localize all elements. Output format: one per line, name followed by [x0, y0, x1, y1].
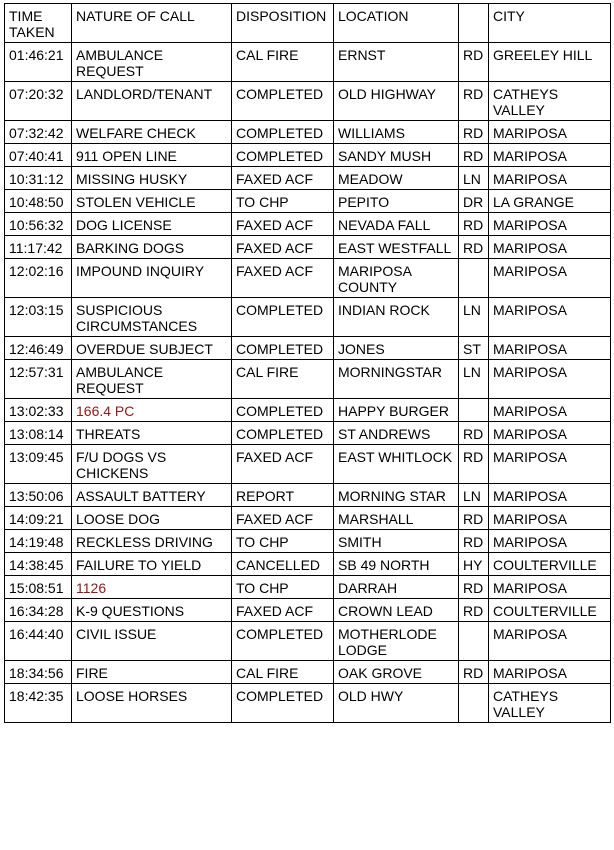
header-nature-of-call: NATURE OF CALL [72, 4, 232, 43]
disposition-cell: COMPLETED [232, 121, 334, 144]
city-cell: MARIPOSA [489, 167, 611, 190]
disposition-cell: COMPLETED [232, 422, 334, 445]
time-cell: 14:09:21 [5, 507, 72, 530]
city-cell: MARIPOSA [489, 121, 611, 144]
time-cell: 12:03:15 [5, 298, 72, 337]
location-cell: MEADOW [334, 167, 459, 190]
suffix-cell: LN [459, 298, 489, 337]
disposition-cell: COMPLETED [232, 82, 334, 121]
table-row [5, 422, 611, 445]
location-cell: ST ANDREWS [334, 422, 459, 445]
table-row [5, 121, 611, 144]
location-cell: MORNING STAR [334, 484, 459, 507]
location-cell: ERNST [334, 43, 459, 82]
location-cell: SB 49 NORTH [334, 553, 459, 576]
nature-cell: DOG LICENSE [72, 213, 232, 236]
nature-cell: LANDLORD/TENANT [72, 82, 232, 121]
suffix-cell: RD [459, 507, 489, 530]
header-city: CITY [489, 4, 611, 43]
time-cell: 07:40:41 [5, 144, 72, 167]
city-cell: COULTERVILLE [489, 553, 611, 576]
table-row [5, 213, 611, 236]
suffix-cell [459, 622, 489, 661]
disposition-cell: FAXED ACF [232, 213, 334, 236]
time-cell: 07:20:32 [5, 82, 72, 121]
suffix-cell: HY [459, 553, 489, 576]
city-cell: MARIPOSA [489, 622, 611, 661]
location-cell: NEVADA FALL [334, 213, 459, 236]
table-row [5, 661, 611, 684]
disposition-cell: COMPLETED [232, 399, 334, 422]
disposition-cell: CAL FIRE [232, 661, 334, 684]
table-row [5, 144, 611, 167]
location-cell: SANDY MUSH [334, 144, 459, 167]
disposition-cell: COMPLETED [232, 144, 334, 167]
table-row [5, 360, 611, 399]
header-street-suffix [459, 4, 489, 43]
suffix-cell: RD [459, 445, 489, 484]
table-row [5, 190, 611, 213]
nature-cell: THREATS [72, 422, 232, 445]
suffix-cell: RD [459, 236, 489, 259]
location-cell: JONES [334, 337, 459, 360]
city-cell: MARIPOSA [489, 259, 611, 298]
nature-cell: LOOSE HORSES [72, 684, 232, 723]
nature-cell: SUSPICIOUS CIRCUMSTANCES [72, 298, 232, 337]
city-cell: MARIPOSA [489, 576, 611, 599]
nature-cell: RECKLESS DRIVING [72, 530, 232, 553]
city-cell: MARIPOSA [489, 213, 611, 236]
nature-cell: 166.4 PC [72, 399, 232, 422]
suffix-cell: RD [459, 599, 489, 622]
location-cell: SMITH [334, 530, 459, 553]
city-cell: MARIPOSA [489, 360, 611, 399]
disposition-cell: TO CHP [232, 190, 334, 213]
city-cell: MARIPOSA [489, 530, 611, 553]
suffix-cell: RD [459, 661, 489, 684]
table-row [5, 599, 611, 622]
table-row [5, 684, 611, 723]
time-cell: 14:19:48 [5, 530, 72, 553]
suffix-cell: RD [459, 82, 489, 121]
nature-cell: AMBULANCE REQUEST [72, 43, 232, 82]
time-cell: 11:17:42 [5, 236, 72, 259]
time-cell: 10:56:32 [5, 213, 72, 236]
call-log-table [4, 3, 611, 723]
nature-cell: FIRE [72, 661, 232, 684]
city-cell: MARIPOSA [489, 484, 611, 507]
suffix-cell: RD [459, 213, 489, 236]
location-cell: MOTHERLODE LODGE [334, 622, 459, 661]
table-row [5, 399, 611, 422]
table-row [5, 484, 611, 507]
time-cell: 13:02:33 [5, 399, 72, 422]
time-cell: 14:38:45 [5, 553, 72, 576]
disposition-cell: COMPLETED [232, 622, 334, 661]
location-cell: EAST WHITLOCK [334, 445, 459, 484]
nature-cell: IMPOUND INQUIRY [72, 259, 232, 298]
city-cell: MARIPOSA [489, 445, 611, 484]
suffix-cell: DR [459, 190, 489, 213]
time-cell: 13:50:06 [5, 484, 72, 507]
disposition-cell: FAXED ACF [232, 507, 334, 530]
disposition-cell: REPORT [232, 484, 334, 507]
suffix-cell: RD [459, 43, 489, 82]
nature-cell: OVERDUE SUBJECT [72, 337, 232, 360]
city-cell: COULTERVILLE [489, 599, 611, 622]
disposition-cell: COMPLETED [232, 337, 334, 360]
city-cell: MARIPOSA [489, 422, 611, 445]
table-row [5, 530, 611, 553]
disposition-cell: CANCELLED [232, 553, 334, 576]
location-cell: EAST WESTFALL [334, 236, 459, 259]
disposition-cell: FAXED ACF [232, 167, 334, 190]
city-cell: MARIPOSA [489, 507, 611, 530]
time-cell: 18:34:56 [5, 661, 72, 684]
suffix-cell: LN [459, 360, 489, 399]
nature-cell: ASSAULT BATTERY [72, 484, 232, 507]
nature-cell: MISSING HUSKY [72, 167, 232, 190]
time-cell: 12:02:16 [5, 259, 72, 298]
disposition-cell: TO CHP [232, 576, 334, 599]
disposition-cell: CAL FIRE [232, 43, 334, 82]
city-cell: CATHEYS VALLEY [489, 684, 611, 723]
disposition-cell: COMPLETED [232, 298, 334, 337]
nature-cell: 1126 [72, 576, 232, 599]
table-row [5, 236, 611, 259]
location-cell: INDIAN ROCK [334, 298, 459, 337]
header-time-taken: TIME TAKEN [5, 4, 72, 43]
city-cell: CATHEYS VALLEY [489, 82, 611, 121]
table-row [5, 298, 611, 337]
location-cell: OLD HWY [334, 684, 459, 723]
table-row [5, 622, 611, 661]
table-row [5, 553, 611, 576]
nature-cell: F/U DOGS VS CHICKENS [72, 445, 232, 484]
time-cell: 13:09:45 [5, 445, 72, 484]
nature-cell: AMBULANCE REQUEST [72, 360, 232, 399]
header-location: LOCATION [334, 4, 459, 43]
time-cell: 12:46:49 [5, 337, 72, 360]
location-cell: OAK GROVE [334, 661, 459, 684]
suffix-cell: RD [459, 422, 489, 445]
city-cell: MARIPOSA [489, 298, 611, 337]
nature-cell: STOLEN VEHICLE [72, 190, 232, 213]
header-disposition: DISPOSITION [232, 4, 334, 43]
suffix-cell: RD [459, 144, 489, 167]
disposition-cell: FAXED ACF [232, 599, 334, 622]
time-cell: 13:08:14 [5, 422, 72, 445]
suffix-cell: LN [459, 484, 489, 507]
suffix-cell: LN [459, 167, 489, 190]
location-cell: WILLIAMS [334, 121, 459, 144]
table-row [5, 43, 611, 82]
disposition-cell: CAL FIRE [232, 360, 334, 399]
disposition-cell: FAXED ACF [232, 236, 334, 259]
time-cell: 12:57:31 [5, 360, 72, 399]
time-cell: 10:31:12 [5, 167, 72, 190]
time-cell: 01:46:21 [5, 43, 72, 82]
location-cell: HAPPY BURGER [334, 399, 459, 422]
table-row [5, 259, 611, 298]
time-cell: 16:44:40 [5, 622, 72, 661]
location-cell: MARIPOSA COUNTY [334, 259, 459, 298]
suffix-cell [459, 259, 489, 298]
disposition-cell: TO CHP [232, 530, 334, 553]
time-cell: 18:42:35 [5, 684, 72, 723]
city-cell: GREELEY HILL [489, 43, 611, 82]
disposition-cell: COMPLETED [232, 684, 334, 723]
nature-cell: 911 OPEN LINE [72, 144, 232, 167]
nature-cell: CIVIL ISSUE [72, 622, 232, 661]
city-cell: MARIPOSA [489, 337, 611, 360]
nature-cell: BARKING DOGS [72, 236, 232, 259]
nature-cell: LOOSE DOG [72, 507, 232, 530]
location-cell: MORNINGSTAR [334, 360, 459, 399]
location-cell: DARRAH [334, 576, 459, 599]
header-row [5, 4, 611, 43]
suffix-cell: RD [459, 576, 489, 599]
location-cell: MARSHALL [334, 507, 459, 530]
table-row [5, 82, 611, 121]
table-row [5, 445, 611, 484]
time-cell: 07:32:42 [5, 121, 72, 144]
nature-cell: K-9 QUESTIONS [72, 599, 232, 622]
time-cell: 15:08:51 [5, 576, 72, 599]
disposition-cell: FAXED ACF [232, 445, 334, 484]
nature-cell: FAILURE TO YIELD [72, 553, 232, 576]
suffix-cell: ST [459, 337, 489, 360]
time-cell: 16:34:28 [5, 599, 72, 622]
suffix-cell [459, 399, 489, 422]
disposition-cell: FAXED ACF [232, 259, 334, 298]
suffix-cell [459, 684, 489, 723]
suffix-cell: RD [459, 530, 489, 553]
table-row [5, 337, 611, 360]
location-cell: CROWN LEAD [334, 599, 459, 622]
city-cell: MARIPOSA [489, 144, 611, 167]
city-cell: MARIPOSA [489, 236, 611, 259]
location-cell: OLD HIGHWAY [334, 82, 459, 121]
time-cell: 10:48:50 [5, 190, 72, 213]
location-cell: PEPITO [334, 190, 459, 213]
table-row [5, 167, 611, 190]
suffix-cell: RD [459, 121, 489, 144]
nature-cell: WELFARE CHECK [72, 121, 232, 144]
city-cell: LA GRANGE [489, 190, 611, 213]
table-row [5, 576, 611, 599]
city-cell: MARIPOSA [489, 661, 611, 684]
city-cell: MARIPOSA [489, 399, 611, 422]
table-row [5, 507, 611, 530]
